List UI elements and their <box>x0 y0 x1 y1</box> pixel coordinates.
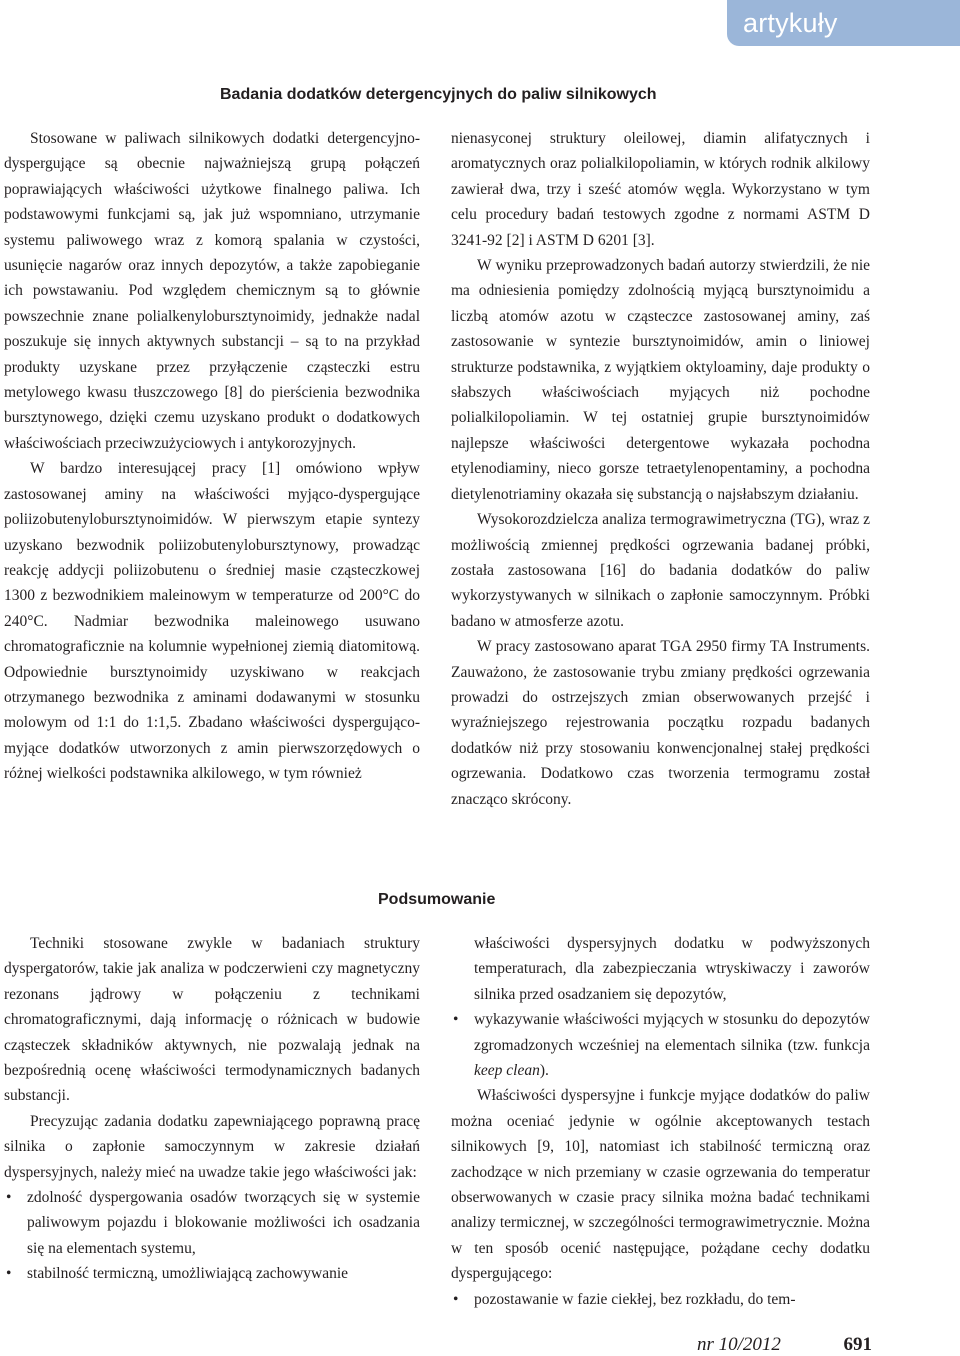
paragraph: W wyniku przeprowadzonych badań autorzy stwierdzili, że nie ma odniesienia pomiędzy zdolnością myjącą bursztynoimidu a liczbą atomów azotu w cząsteczce zastosowanej aminy, zaś zastosowanie w syntezie bursztynoimidów, amin o liniowej strukturze podstawnika, z wyjątkiem oktyloaminy, daje produkty o słabszych właściwościach myjących niż pochodne polialkilopoliamin. W tej ostatniej grupie bursztynoimidów najlepsze właściwości detergentowe wykazała pochodna etylenodiaminy, nieco gorsze tetraetylenopentaminy, a pochodna dietylenotriaminy okazała się substancją o najsłabszym działaniu. <box>451 257 870 503</box>
list-item-text: właściwości dyspersyjnych dodatku w podwyższonych temperaturach, dla zabezpieczania wtryskiwaczy i zaworów silnika przed osadzaniem się depozytów, <box>474 935 870 1003</box>
list-item <box>4 1185 420 1261</box>
properties-list-continued <box>451 931 870 1083</box>
bullet-icon: • <box>6 1189 12 1207</box>
list-item <box>451 1287 870 1312</box>
paragraph: Stosowane w paliwach silnikowych dodatki detergencyjno-dyspergujące są obecnie najważniejszą grupą połączeń poprawiających właściwości użytkowe finalnego paliwa. Ich podstawowymi funkcjami są, jak już wspomniano, utrzymanie systemu paliwowego wraz z komorą spalania w czystości, usunięcie nagarów oraz innych depozytów, a także zapobieganie ich powstawaniu. Pod względem chemicznym są to głównie powszechnie znane polialkenylobursztynoimidy, jednakże nadal poszukuje się innych aktywnych substancji – są to na przykład produkty uzyskane przez przyłączenie cząsteczki estru metylowego kwasu tłuszczowego [8] do pierścienia bezwodnika bursztynowego, dzięki czemu uzyskano produkt o dodatkowych właściwościach przeciwzużyciowych i antykorozyjnych. <box>4 130 420 452</box>
column-right-bottom <box>451 931 870 1312</box>
paragraph-continuation: nienasyconej struktury oleilowej, diamin alifatycznych i aromatycznych oraz polialkilopoliamin, w których rodnik alkilowy zawierał dwa, trzy i sześć atomów węgla. Wykorzystano w tym celu procedury badań testowych zgodne z normami ASTM D 3241-92 [2] i ASTM D 6201 [3]. <box>451 130 870 249</box>
bullet-icon: • <box>453 1011 459 1029</box>
issue-number: nr 10/2012 <box>697 1334 781 1355</box>
list-item-text-end: ). <box>539 1062 549 1080</box>
paragraph: Wysokorozdzielcza analiza termograwimetryczna (TG), wraz z możliwością zmiennej prędkości ogrzewania badanej próbki, została zastosowana [16] do badania dodatków do paliw wykorzystywanych w silnikach o zapłonie samoczynnym. Próbki badano w atmosferze azotu. <box>451 511 870 630</box>
paragraph: Techniki stosowane zwykle w badaniach struktury dyspergatorów, takie jak analiza w podczerwieni czy magnetyczny rezonans jądrowy w połączeniu z technikami chromatograficznymi, dają informację o różnicach w budowie cząsteczek składników aktywnych, nie pozwalają jednak na bezpośrednią ocenę właściwości termodynamicznych badanych substancji. <box>4 935 420 1105</box>
column-left-top <box>4 126 420 787</box>
keep-clean-term: keep clean <box>474 1062 540 1080</box>
list-item-text: pozostawanie w fazie ciekłej, bez rozkładu, do tem- <box>474 1290 796 1308</box>
section-tab <box>727 0 960 46</box>
column-left-bottom <box>4 931 420 1287</box>
list-item-text <box>474 1011 870 1079</box>
page-footer <box>697 1334 872 1356</box>
column-right-top <box>451 126 870 812</box>
list-item-continuation <box>451 931 870 1007</box>
features-list <box>451 1287 870 1312</box>
bullet-icon: • <box>6 1265 12 1283</box>
paragraph: W bardzo interesującej pracy [1] omówiono wpływ zastosowanej aminy na właściwości myjąco-dyspergujące poliizobutenylobursztynoimidów. W pierwszym etapie syntezy uzyskano bezwodnik poliizobutenylobursztynowy, prowadząc reakcję addycji poliizobutenu o średniej masie cząsteczkowej 1300 z bezwodnikiem maleinowym w temperaturze od 200°C do 240°C. Nadmiar bezwodnika maleinowego usuwano chromatograficznie na kolumnie wypełnionej ziemią diatomitową. Odpowiednie bursztynoimidy uzyskiwano w reakcjach otrzymanego bezwodnika z aminami dodawanymi w stosunku molowym od 1:1 do 1:1,5. Zbadano właściwości dyspergująco-myjące dodatków utworzonych z amin pierwszorzędowych o różnej wielkości podstawnika alkilowego, w tym również <box>4 460 420 783</box>
list-item <box>4 1261 420 1286</box>
list-item-text: zdolność dyspergowania osadów tworzących się w systemie paliwowym pojazdu i blokowanie możliwości ich osadzania się na elementach systemu, <box>27 1189 420 1257</box>
list-item-text: stabilność termiczną, umożliwiającą zachowywanie <box>27 1265 349 1283</box>
list-item-text-part: wykazywanie właściwości myjących w stosunku do depozytów zgromadzonych wcześniej na elementach silnika (tzw. funkcja <box>474 1011 870 1054</box>
section-label: artykuły <box>743 7 838 38</box>
paragraph: Precyzując zadania dodatku zapewniającego poprawną pracę silnika o zapłonie samoczynnym w zakresie działań dyspersyjnych, należy mieć na uwadze takie jego właściwości jak: <box>4 1112 420 1181</box>
section-heading-research: Badania dodatków detergencyjnych do paliw silnikowych <box>220 86 657 103</box>
list-item <box>451 1007 870 1083</box>
section-heading-summary: Podsumowanie <box>378 891 496 908</box>
paragraph: W pracy zastosowano aparat TGA 2950 firmy TA Instruments. Zauważono, że zastosowanie trybu zmiany prędkości ogrzewania prowadzi do ostrzejszych zmian obserwowanych przejść i wyraźniejszego rejestrowania początku rozpadu badanych dodatków niż przy stosowaniu konwencjonalnej stałej prędkości ogrzewania. Dodatkowo czas tworzenia termogramu został znacząco skrócony. <box>451 638 870 808</box>
properties-list <box>4 1185 420 1287</box>
page-number: 691 <box>843 1334 872 1355</box>
bullet-icon: • <box>453 1290 459 1308</box>
paragraph: Właściwości dyspersyjne i funkcje myjące dodatków do paliw można oceniać jedynie w ogólnie akceptowanych testach silnikowych [9, 10], natomiast ich stabilność termiczną oraz zachodzące w nich przemiany w czasie ogrzewania do temperatur obserwowanych w czasie pracy silnika można badać technikami analizy termicznej, w szczególności termograwimetrycznie. Można w ten sposób ocenić następujące, pożądane cechy dodatku dyspergującego: <box>451 1087 870 1283</box>
